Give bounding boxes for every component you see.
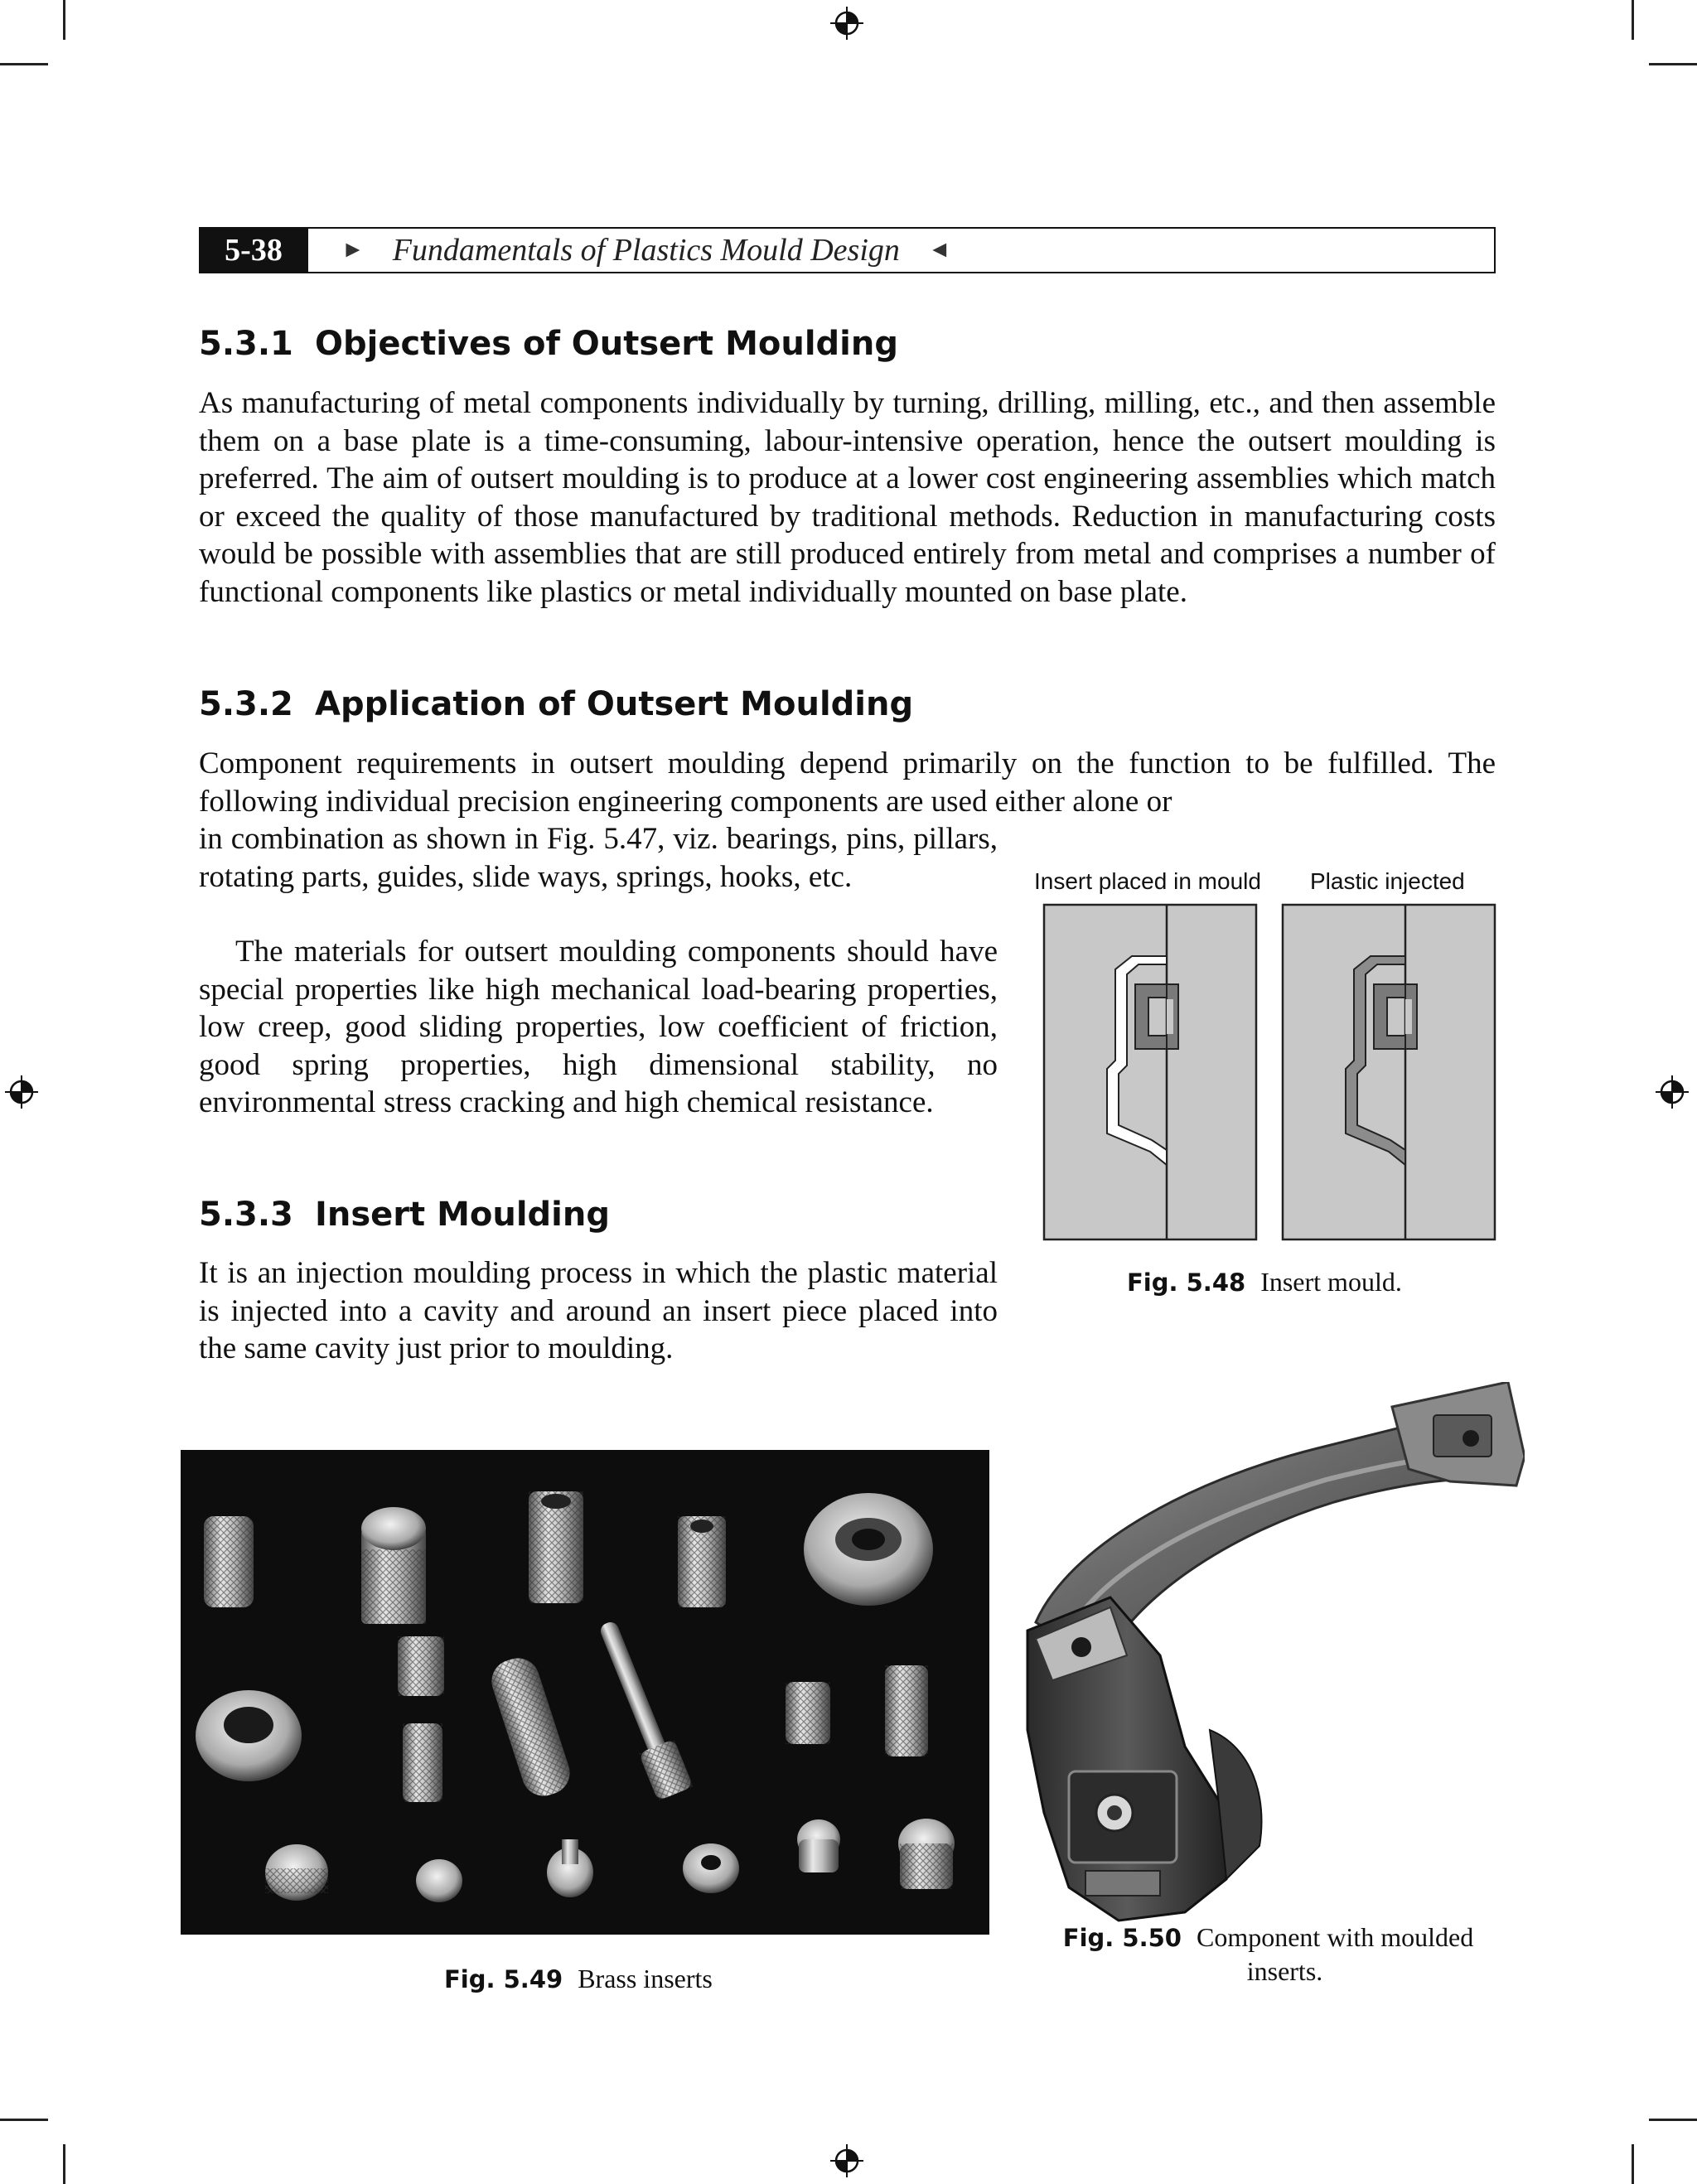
paragraph-objectives: As manufacturing of metal components individually by turning, drilling, milling, etc., and then assemble them on a base plate is a time-consuming, labour-intensive operation, hence the outsert moulding is preferred. The aim of outsert moulding is to produce at a lower cost engineering assemblies which match or exceed the quality of those manufactured by traditional methods. Reduction in manufacturing costs would be possible with assemblies that are still produced entirely from metal and comprises a number of functional components like plastics or metal individually mounted on base plate. [199,386,1496,609]
section-number: 5.3.3 [199,1196,293,1234]
section-heading-5-3-2 [199,685,913,723]
insert-bot-2 [416,1859,462,1902]
crop-mark [1649,63,1697,65]
crop-mark [0,2119,48,2121]
registration-mark-icon [830,7,863,40]
running-header [199,227,1496,273]
mould-panel-right [1283,905,1495,1239]
caption-text: Brass inserts [578,1964,713,1993]
section-heading-5-3-3 [199,1196,610,1234]
figure-caption-5-49 [444,1962,713,1996]
caption-number: Fig. 5.48 [1127,1268,1246,1297]
caption-number: Fig. 5.50 [1062,1924,1182,1952]
crop-mark [63,2144,65,2184]
insert-bot-1 [265,1844,328,1901]
insert-mid-7 [885,1665,928,1756]
caption-text: Component with moulded [1196,1922,1474,1952]
caption-text: Insert mould. [1260,1267,1402,1297]
section-title: Application of Outsert Moulding [315,685,914,723]
insert-mid-3 [403,1723,442,1802]
caption-line-2: inserts. [1246,1956,1323,1986]
panel-label-insert-placed: Insert placed in mould [1034,868,1261,894]
paragraph-application-components: in combination as shown in Fig. 5.47, viz. bearings, pins, pillars, rotating parts, guides, slide ways, springs, hooks, etc. [199,822,998,894]
triangle-right-icon: ► [341,237,365,263]
insert-top-2 [361,1507,426,1624]
paragraph-application-materials: The materials for outsert moulding components should have special properties like high mechanical load-bearing properties, low creep, good sliding properties, low coefficient of friction, good spring properties, high dimensional stability, no environmental stress cracking and high chemical resistance. [199,935,998,1119]
paragraph-insert-moulding: It is an injection moulding process in which the plastic material is injected into a cavity and around an insert piece placed into the same cavity just prior to moulding. [199,1256,998,1365]
insert-bot-4 [683,1843,739,1893]
crop-mark [1632,2144,1634,2184]
registration-mark-icon [5,1075,38,1109]
insert-top-3 [529,1491,583,1603]
registration-mark-icon [830,2144,863,2177]
caption-line-1 [1042,1921,1494,1954]
moulded-component-photo [1019,1382,1525,1929]
insert-mid-6 [786,1682,830,1744]
paragraph-application-intro: Component requirements in outsert moulding depend primarily on the function to be fulfilled. The following individual precision engineering components are used either alone or [199,747,1496,819]
section-title: Insert Moulding [315,1196,610,1234]
section-number: 5.3.2 [199,685,293,723]
brass-inserts-photo [181,1450,989,1935]
figure-caption-5-48 [1127,1265,1402,1299]
insert-mid-2 [398,1636,444,1696]
crop-mark [0,63,48,65]
mould-panel-left [1044,905,1256,1239]
caption-number: Fig. 5.49 [444,1965,563,1993]
triangle-left-icon: ◄ [927,237,951,263]
page-number: 5-38 [199,227,308,273]
panel-label-plastic-injected: Plastic injected [1310,868,1465,894]
section-title: Objectives of Outsert Moulding [315,325,899,363]
figure-caption-5-50 [1042,1921,1494,1988]
header-title-group [341,229,951,272]
insert-bot-5 [797,1819,840,1872]
crop-mark [63,0,65,40]
insert-mid-1 [196,1690,302,1781]
book-title: Fundamentals of Plastics Mould Design [392,233,900,268]
insert-top-1 [204,1516,254,1607]
registration-mark-icon [1656,1075,1689,1109]
section-heading-5-3-1 [199,325,898,363]
insert-top-5 [804,1493,933,1606]
crop-mark [1649,2119,1697,2121]
insert-mould-diagram [1042,903,1498,1243]
section-number: 5.3.1 [199,325,293,363]
insert-bot-6 [898,1819,955,1889]
crop-mark [1632,0,1634,40]
insert-top-4 [678,1516,726,1607]
